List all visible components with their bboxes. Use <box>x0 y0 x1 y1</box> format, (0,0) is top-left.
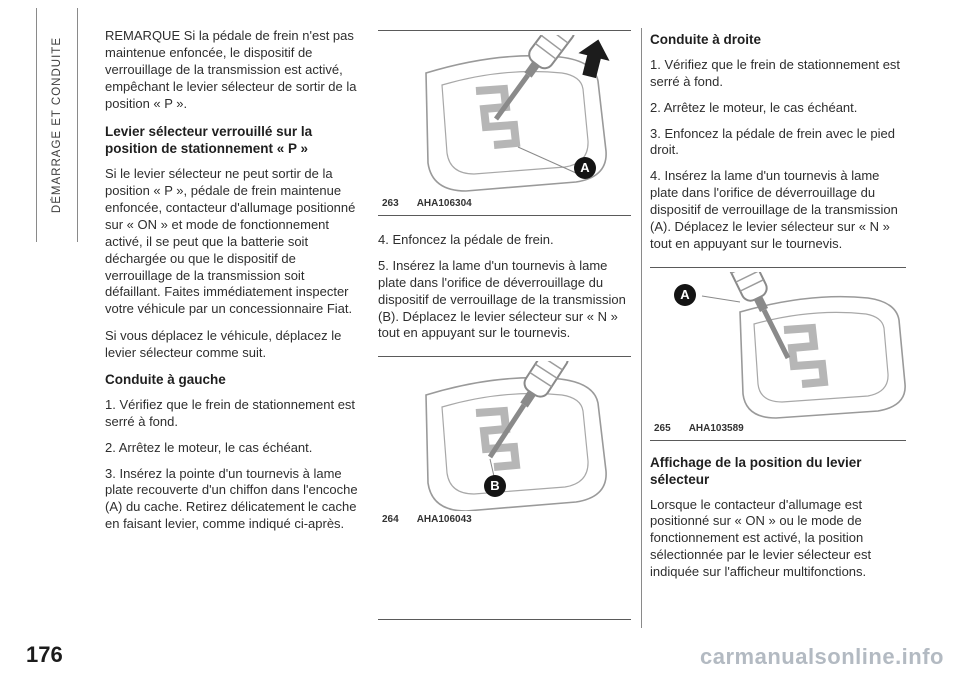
lhd-step-1: 1. Vérifiez que le frein de stationnement est serré à fond. <box>105 396 356 429</box>
figure-code: AHA103589 <box>688 422 744 434</box>
callout-label-b: B <box>484 475 506 497</box>
chapter-side-band <box>36 8 78 242</box>
page-number: 176 <box>26 642 63 667</box>
chapter-title: DÉMARRAGE ET CONDUITE <box>51 36 63 214</box>
heading-lever-locked: Levier sélecteur verrouillé sur la position de stationnement « P » <box>105 124 313 157</box>
lhd-step-2: 2. Arrêtez le moteur, le cas échéant. <box>105 439 313 455</box>
lhd-step-4: 4. Enfoncez la pédale de frein. <box>378 232 554 247</box>
column-left <box>105 28 363 542</box>
rhd-step-2: 2. Arrêtez le moteur, le cas échéant. <box>650 99 858 115</box>
callout-label-a: A <box>574 157 596 179</box>
heading-left-hand-drive: Conduite à gauche <box>105 372 226 387</box>
paragraph-lever-position-display: Lorsque le contacteur d'allumage est positionné sur « ON » ou le mode de fonctionnement est activé, la position sélectionnée par le levier sélecteur est indiquée sur l'afficheur multifonctions. <box>650 496 872 580</box>
figure-code: AHA106304 <box>416 198 472 209</box>
heading-lever-position-display: Affichage de la position du levier sélecteur <box>650 454 862 487</box>
figure-number: 264 <box>382 514 399 526</box>
rhd-step-1: 1. Vérifiez que le frein de stationnement est serré à fond. <box>650 56 901 89</box>
column-divider <box>641 28 642 628</box>
figure-265 <box>650 267 906 441</box>
paragraph-lock-explanation: Si le levier sélecteur ne peut sortir de la position « P », pédale de frein maintenue enfoncée, contacteur d'allumage positionné sur « ON » et mode de fonctionnement activé, il se peut que la batterie soit déchargée ou que le dispositif de verrouillage de la transmission soit défaillant. Faites immédiatement inspecter votre véhicule par un concessionnaire Fiat. <box>105 166 356 317</box>
watermark-text: carmanualsonline.info <box>700 644 944 669</box>
column-right <box>650 28 906 591</box>
figure-264-caption <box>378 511 631 529</box>
rhd-step-3: 3. Enfoncez la pédale de frein avec le pied droit. <box>650 125 896 158</box>
figure-number: 263 <box>382 198 399 209</box>
remark-paragraph: REMARQUE Si la pédale de frein n'est pas maintenue enfoncée, le dispositif de verrouillage de la transmission est activé, empêchant le levier sélecteur de sortir de la position « P ». <box>105 28 357 111</box>
paragraph-move-vehicle: Si vous déplacez le véhicule, déplacez le levier sélecteur comme suit. <box>105 328 342 361</box>
column-middle <box>378 30 631 620</box>
figure-number: 265 <box>654 422 671 434</box>
lhd-step-5: 5. Insérez la lame d'un tournevis à lame plate dans l'orifice de déverrouillage du dispositif de verrouillage de la transmission (B). Déplacez le levier sélecteur sur « N » tout en appuyant sur le tournevis. <box>378 257 626 341</box>
figure-264 <box>378 356 631 620</box>
figure-264-whitespace <box>378 529 631 617</box>
rhd-step-4: 4. Insérez la lame d'un tournevis à lame plate dans l'orifice de déverrouillage du dispositif de verrouillage de la transmission (A). Déplacez le levier sélecteur sur « N » tout en appuyant sur le tournevis. <box>650 168 898 251</box>
figure-263 <box>378 30 631 216</box>
middle-text-block <box>378 232 631 342</box>
callout-label-a: A <box>674 284 696 306</box>
lhd-step-3: 3. Insérez la pointe d'un tournevis à lame plate recouverte d'un chiffon dans l'encoche (A) du cache. Retirez délicatement le cache en faisant levier, comme indiqué ci-après. <box>105 465 358 532</box>
heading-right-hand-drive: Conduite à droite <box>650 32 761 47</box>
figure-265-caption <box>650 420 906 438</box>
figure-263-caption <box>378 195 631 213</box>
figure-code: AHA106043 <box>416 514 472 526</box>
